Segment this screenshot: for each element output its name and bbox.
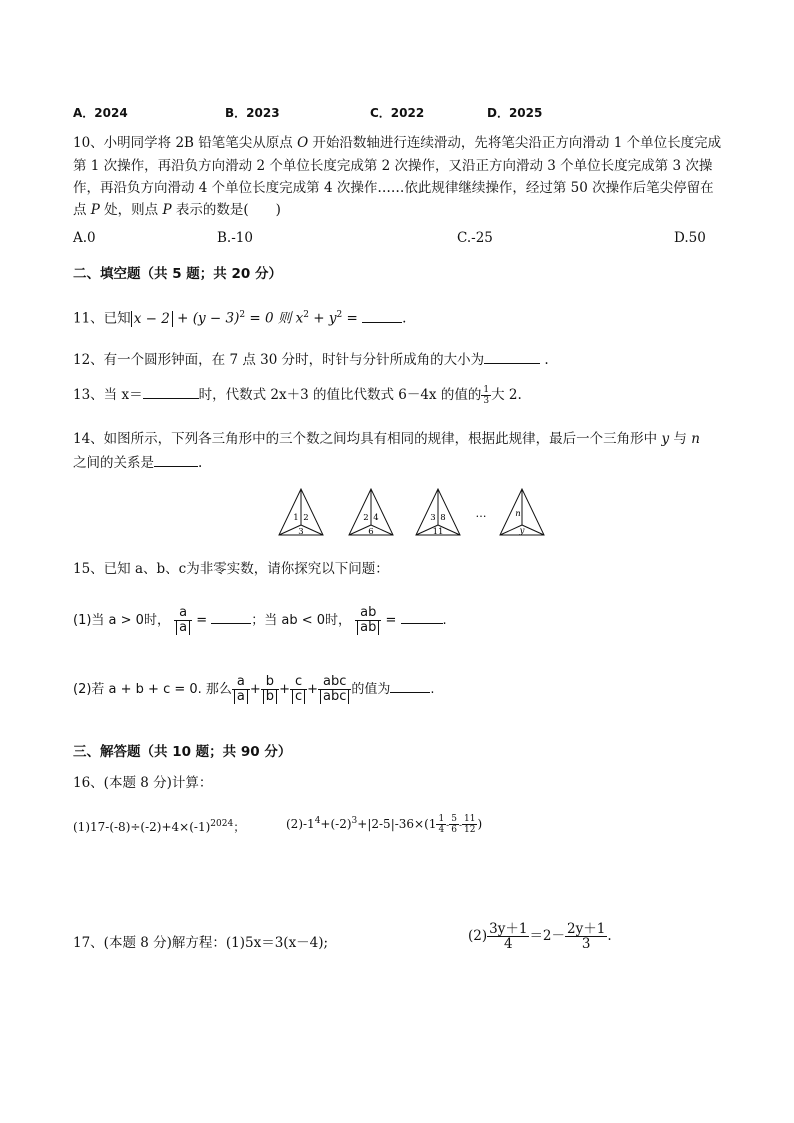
q16-part-1: $(1)17-(-8)\div(-2)+4\times(-1)^{2024}$； <box>73 819 246 834</box>
q10-line-4: 点 P 处，则点 P 表示的数是( ) <box>73 202 281 218</box>
q9-option-c: C．2022 <box>370 106 425 120</box>
triangle-3 <box>416 489 460 537</box>
question-12: 12、有一个圆形钟面，在 7 点 30 分时，时针与分针所成角的大小为 . <box>73 352 549 368</box>
q15-p2-fraction-c: $\frac{c}{c}$ <box>290 675 307 704</box>
q16-header: 16、(本题 8 分)计算： <box>73 775 213 791</box>
q10-option-b: B.-10 <box>217 230 253 246</box>
triangle-2-top-left: 2 <box>363 513 369 523</box>
triangle-1-top-right: 2 <box>303 513 309 523</box>
question-13: 13、当 x＝ 时，代数式 2x＋3 的值比代数式 6－4x 的值的 $\frac{1}{3}$ 大 2. <box>73 385 522 406</box>
q10-option-d: D.50 <box>674 230 706 246</box>
q15-p2-fraction-b: $\frac{b}{b}$ <box>261 675 279 704</box>
q17-part-1: 17、(本题 8 分)解方程：(1)5x＝3(x－4); <box>73 935 329 951</box>
q9-option-d: D．2025 <box>487 106 543 120</box>
q15-p2-blank[interactable] <box>390 680 430 693</box>
triangle-ellipsis: … <box>475 507 487 520</box>
q10-line-3: 作，再沿负方向滑动 4 个单位长度完成第 4 次操作……依此规律继续操作，经过第 50 次操作后笔尖停留在 <box>73 180 714 196</box>
triangle-3-bottom: 11 <box>432 527 444 537</box>
triangle-2-top-right: 4 <box>373 513 379 523</box>
q14-triangle-figure <box>270 487 560 537</box>
triangle-1-top-left: 1 <box>293 513 299 523</box>
triangle-1 <box>279 489 323 537</box>
triangle-2-bottom: 6 <box>368 527 374 537</box>
triangle-3-top-right: 8 <box>440 513 446 523</box>
q13-fraction: $\frac{1}{3}$ <box>483 385 490 406</box>
q15-part-2: (2)若 a + b + c = 0. 那么 $\frac{a}{a}$ + $\frac{b}{b}$ + $\frac{c}{c}$ + $\frac{\text{abc}}{\text{abc}}$ 的值为 . <box>73 674 435 704</box>
q10-option-c: C.-25 <box>457 230 493 246</box>
q15-part-1: (1)当 a > 0时， $\frac{a}{a}$ = ；当 ab < 0时， $\frac{ab}{ab}$ = . <box>73 605 447 635</box>
q15-intro: 15、已知 a、b、c为非零实数，请你探究以下问题： <box>73 561 389 577</box>
triangle-2 <box>349 489 393 537</box>
q17-part-2: (2) $\frac{3y+1}{4}$ ＝2－ $\frac{2y+1}{3}$ . <box>468 921 612 952</box>
q16-part-2: $(2)-1^4+(-2)^3+|2-5|-36\times(1$ $\frac{1}{4}$ - $\frac{5}{6}$ - $\frac{11}{12}$ ) <box>286 814 483 835</box>
q14-answer-blank[interactable] <box>154 454 198 467</box>
q10-line-1: 10、小明同学将 2B 铅笔笔尖从原点 O 开始沿数轴进行连续滑动，先将笔尖沿正方向滑动 1 个单位长度完成 <box>73 135 722 151</box>
q10-line-2: 第 1 次操作，再沿负方向滑动 2 个单位长度完成第 2 次操作，又沿正方向滑动 3 个单位长度完成第 3 次操 <box>73 158 713 174</box>
q15-p1-fraction-2: $\frac{ab}{ab}$ <box>355 606 381 635</box>
triangle-1-bottom: 3 <box>298 527 304 537</box>
q15-p1-blank-2[interactable] <box>401 611 443 624</box>
q11-answer-blank[interactable] <box>362 310 402 323</box>
question-11: 11、已知 $x - 2 + (y - 3)^2 = 0$ 则 $x^2 + y^2$ = . <box>73 310 407 327</box>
triangle-3-top-left: 3 <box>430 513 436 523</box>
q10-option-a: A.0 <box>73 230 96 246</box>
section-2-title: 二、填空题（共 5 题；共 20 分） <box>73 266 282 282</box>
q12-answer-blank[interactable] <box>484 351 540 364</box>
q15-p1-blank-1[interactable] <box>211 611 251 624</box>
q15-p2-fraction-a: $\frac{a}{a}$ <box>232 675 250 704</box>
q13-answer-blank[interactable] <box>143 386 199 399</box>
triangle-4 <box>500 489 544 536</box>
q14-line-1: 14、如图所示，下列各三角形中的三个数之间均具有相同的规律，根据此规律，最后一个三角形中 y 与 n <box>73 431 700 447</box>
triangle-4-top-right: n <box>515 509 521 519</box>
triangle-4-bottom: y <box>519 526 525 536</box>
q9-option-a: A．2024 <box>73 106 128 120</box>
q15-p2-fraction-abc: $\frac{\text{abc}}{\text{abc}}$ <box>318 675 351 704</box>
section-3-title: 三、解答题（共 10 题；共 90 分） <box>73 744 292 760</box>
q9-option-b: B．2023 <box>225 106 280 120</box>
q14-line-2: 之间的关系是 . <box>73 455 203 471</box>
q15-p1-fraction-1: $\frac{a}{a}$ <box>174 606 192 635</box>
